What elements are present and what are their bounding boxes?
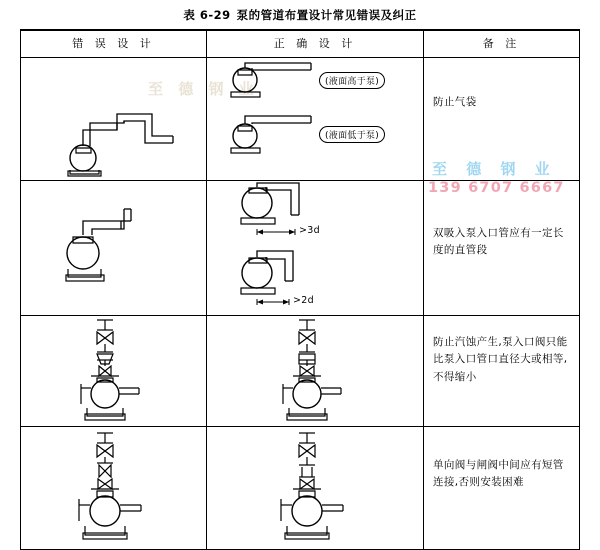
label-liquid-below-pump: (液面低于泵)	[319, 126, 385, 143]
caption-number: 表 6-29	[183, 8, 231, 22]
diagram-correct-valve-size	[207, 316, 423, 426]
remark-text-4: 单向阀与闸阀中间应有短管连接,否则安装困难	[433, 459, 564, 489]
cell-correct-2	[207, 181, 424, 316]
diagram-correct-straight-run	[207, 181, 423, 315]
table-row	[21, 427, 580, 550]
diagram-wrong-check-gate-valve	[21, 427, 206, 549]
watermark-brand-text: 至 德 钢 业	[432, 160, 557, 178]
cell-correct-4	[207, 427, 424, 550]
table-row	[21, 316, 580, 427]
cell-remark-2	[424, 181, 580, 316]
remark-text-1: 防止气袋	[433, 96, 477, 108]
figure-wrong-2	[21, 181, 206, 315]
header-remarks: 备 注	[424, 30, 580, 58]
figure-wrong-3	[21, 316, 206, 426]
diagram-correct-check-gate-valve	[207, 427, 423, 549]
figure-correct-2	[207, 181, 423, 315]
table-header-row	[21, 30, 580, 58]
diagram-wrong-gas-pocket	[21, 58, 206, 180]
remark-text-3: 防止汽蚀产生,泵入口阀只能比泵入口管口直径大或相等,不得缩小	[433, 336, 568, 383]
watermark-phone-number: 139 6707 6667	[428, 180, 565, 196]
header-wrong-design: 错 误 设 计	[21, 30, 207, 58]
cell-remark-4	[424, 427, 580, 550]
cell-correct-1	[207, 58, 424, 181]
figure-correct-4	[207, 427, 423, 549]
cell-wrong-1	[21, 58, 207, 181]
diagram-wrong-valve-size	[21, 316, 206, 426]
label-dim-2d: >2d	[293, 295, 314, 306]
figure-correct-3	[207, 316, 423, 426]
table-caption	[0, 0, 600, 29]
remark-text-2: 双吸入泵入口管应有一定长度的直管段	[433, 227, 564, 257]
cell-correct-3	[207, 316, 424, 427]
header-correct-design: 正 确 设 计	[207, 30, 424, 58]
label-liquid-above-pump: (液面高于泵)	[319, 72, 385, 89]
table-row	[21, 181, 580, 316]
cell-wrong-2	[21, 181, 207, 316]
diagram-correct-gas-pocket	[207, 58, 423, 180]
cell-wrong-4	[21, 427, 207, 550]
figure-correct-1	[207, 58, 423, 180]
main-table	[20, 29, 580, 550]
cell-remark-3	[424, 316, 580, 427]
label-dim-3d: >3d	[299, 225, 320, 236]
watermark-faint-top: 至 德 钢 业	[148, 80, 259, 98]
diagram-wrong-straight-run	[21, 181, 206, 315]
figure-wrong-4	[21, 427, 206, 549]
table-row	[21, 58, 580, 181]
figure-wrong-1	[21, 58, 206, 180]
cell-remark-1	[424, 58, 580, 181]
cell-wrong-3	[21, 316, 207, 427]
caption-title: 泵的管道布置设计常见错误及纠正	[236, 8, 417, 22]
